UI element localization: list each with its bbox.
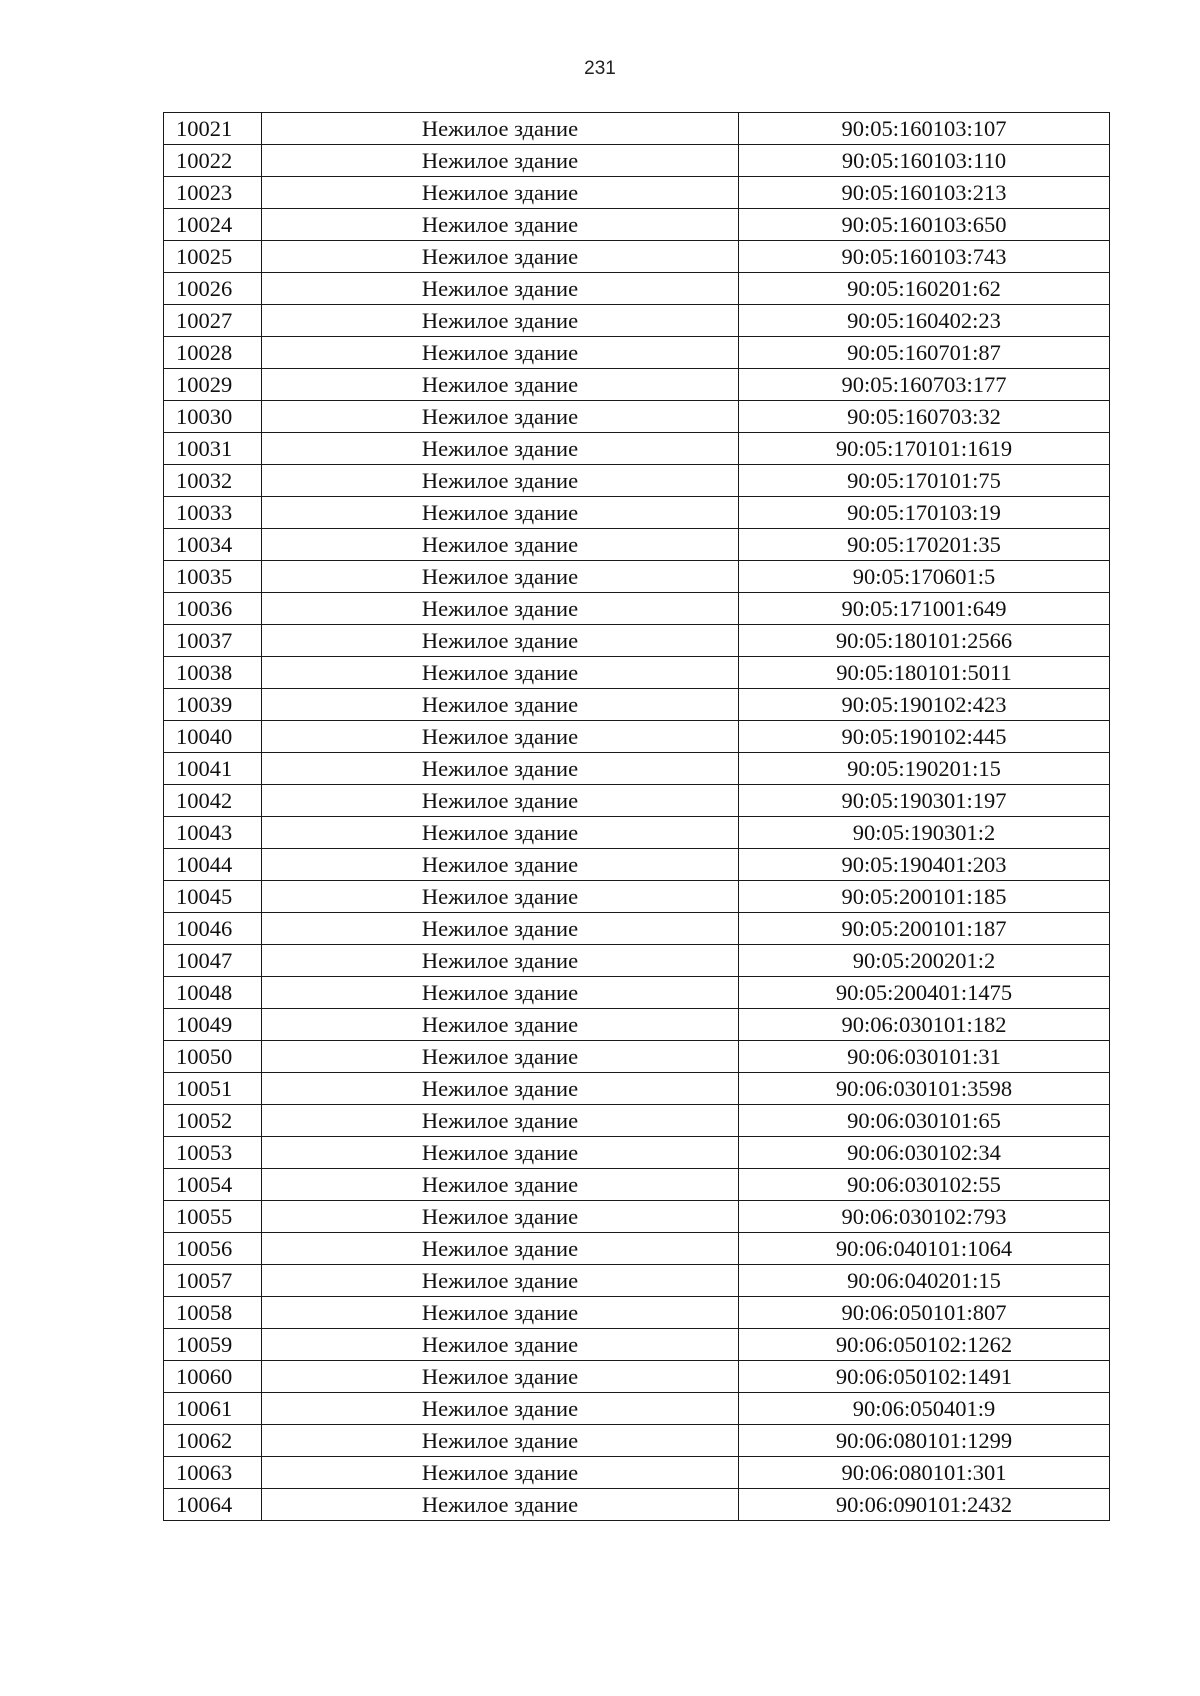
object-type-cell: Нежилое здание — [262, 1105, 739, 1137]
cadastral-number-cell: 90:05:170101:75 — [739, 465, 1110, 497]
cadastral-number-cell: 90:05:200201:2 — [739, 945, 1110, 977]
cadastral-number-cell: 90:05:170201:35 — [739, 529, 1110, 561]
table-row — [164, 1457, 1110, 1489]
cadastral-number-cell: 90:05:170103:19 — [739, 497, 1110, 529]
table-row — [164, 1329, 1110, 1361]
cadastral-number-cell: 90:05:160201:62 — [739, 273, 1110, 305]
row-number-cell: 10039 — [164, 689, 262, 721]
table-row — [164, 561, 1110, 593]
object-type-cell: Нежилое здание — [262, 497, 739, 529]
row-number-cell: 10062 — [164, 1425, 262, 1457]
row-number-cell: 10043 — [164, 817, 262, 849]
row-number-cell: 10044 — [164, 849, 262, 881]
table-row — [164, 1489, 1110, 1521]
cadastral-number-cell: 90:05:171001:649 — [739, 593, 1110, 625]
object-type-cell: Нежилое здание — [262, 1265, 739, 1297]
cadastral-number-cell: 90:06:030102:34 — [739, 1137, 1110, 1169]
table-row — [164, 753, 1110, 785]
cadastral-number-cell: 90:05:200101:185 — [739, 881, 1110, 913]
object-type-cell: Нежилое здание — [262, 561, 739, 593]
table-row — [164, 1073, 1110, 1105]
cadastral-number-cell: 90:06:080101:301 — [739, 1457, 1110, 1489]
row-number-cell: 10045 — [164, 881, 262, 913]
object-type-cell: Нежилое здание — [262, 465, 739, 497]
property-registry-table — [163, 112, 1110, 1521]
table-row — [164, 593, 1110, 625]
row-number-cell: 10024 — [164, 209, 262, 241]
table-row — [164, 529, 1110, 561]
row-number-cell: 10034 — [164, 529, 262, 561]
cadastral-number-cell: 90:06:050101:807 — [739, 1297, 1110, 1329]
object-type-cell: Нежилое здание — [262, 145, 739, 177]
object-type-cell: Нежилое здание — [262, 785, 739, 817]
table-row — [164, 209, 1110, 241]
cadastral-number-cell: 90:06:050102:1262 — [739, 1329, 1110, 1361]
object-type-cell: Нежилое здание — [262, 1073, 739, 1105]
cadastral-number-cell: 90:06:030102:793 — [739, 1201, 1110, 1233]
table-row — [164, 1105, 1110, 1137]
cadastral-number-cell: 90:05:160703:177 — [739, 369, 1110, 401]
row-number-cell: 10029 — [164, 369, 262, 401]
cadastral-number-cell: 90:05:190102:445 — [739, 721, 1110, 753]
table-row — [164, 1041, 1110, 1073]
object-type-cell: Нежилое здание — [262, 369, 739, 401]
cadastral-number-cell: 90:05:160103:110 — [739, 145, 1110, 177]
row-number-cell: 10063 — [164, 1457, 262, 1489]
table-row — [164, 657, 1110, 689]
row-number-cell: 10038 — [164, 657, 262, 689]
object-type-cell: Нежилое здание — [262, 305, 739, 337]
row-number-cell: 10060 — [164, 1361, 262, 1393]
cadastral-number-cell: 90:05:200401:1475 — [739, 977, 1110, 1009]
row-number-cell: 10027 — [164, 305, 262, 337]
registry-table-body — [164, 113, 1110, 1521]
row-number-cell: 10030 — [164, 401, 262, 433]
cadastral-number-cell: 90:05:160701:87 — [739, 337, 1110, 369]
cadastral-number-cell: 90:06:040201:15 — [739, 1265, 1110, 1297]
object-type-cell: Нежилое здание — [262, 401, 739, 433]
row-number-cell: 10028 — [164, 337, 262, 369]
table-row — [164, 817, 1110, 849]
cadastral-number-cell: 90:05:160103:213 — [739, 177, 1110, 209]
cadastral-number-cell: 90:05:170101:1619 — [739, 433, 1110, 465]
cadastral-number-cell: 90:06:030101:3598 — [739, 1073, 1110, 1105]
object-type-cell: Нежилое здание — [262, 945, 739, 977]
row-number-cell: 10040 — [164, 721, 262, 753]
cadastral-number-cell: 90:05:160103:650 — [739, 209, 1110, 241]
row-number-cell: 10058 — [164, 1297, 262, 1329]
object-type-cell: Нежилое здание — [262, 1169, 739, 1201]
object-type-cell: Нежилое здание — [262, 913, 739, 945]
row-number-cell: 10031 — [164, 433, 262, 465]
row-number-cell: 10041 — [164, 753, 262, 785]
row-number-cell: 10054 — [164, 1169, 262, 1201]
table-row — [164, 1137, 1110, 1169]
cadastral-number-cell: 90:06:030101:31 — [739, 1041, 1110, 1073]
row-number-cell: 10049 — [164, 1009, 262, 1041]
object-type-cell: Нежилое здание — [262, 1457, 739, 1489]
cadastral-number-cell: 90:06:050401:9 — [739, 1393, 1110, 1425]
object-type-cell: Нежилое здание — [262, 241, 739, 273]
table-row — [164, 465, 1110, 497]
table-row — [164, 1265, 1110, 1297]
row-number-cell: 10048 — [164, 977, 262, 1009]
cadastral-number-cell: 90:06:030102:55 — [739, 1169, 1110, 1201]
table-row — [164, 497, 1110, 529]
object-type-cell: Нежилое здание — [262, 1297, 739, 1329]
row-number-cell: 10055 — [164, 1201, 262, 1233]
object-type-cell: Нежилое здание — [262, 593, 739, 625]
cadastral-number-cell: 90:05:160402:23 — [739, 305, 1110, 337]
row-number-cell: 10023 — [164, 177, 262, 209]
object-type-cell: Нежилое здание — [262, 753, 739, 785]
object-type-cell: Нежилое здание — [262, 721, 739, 753]
table-row — [164, 881, 1110, 913]
cadastral-number-cell: 90:06:040101:1064 — [739, 1233, 1110, 1265]
row-number-cell: 10059 — [164, 1329, 262, 1361]
table-row — [164, 241, 1110, 273]
table-row — [164, 1393, 1110, 1425]
row-number-cell: 10026 — [164, 273, 262, 305]
cadastral-number-cell: 90:06:050102:1491 — [739, 1361, 1110, 1393]
cadastral-number-cell: 90:05:190201:15 — [739, 753, 1110, 785]
table-row — [164, 177, 1110, 209]
cadastral-number-cell: 90:05:200101:187 — [739, 913, 1110, 945]
object-type-cell: Нежилое здание — [262, 849, 739, 881]
cadastral-number-cell: 90:05:180101:2566 — [739, 625, 1110, 657]
row-number-cell: 10050 — [164, 1041, 262, 1073]
row-number-cell: 10064 — [164, 1489, 262, 1521]
object-type-cell: Нежилое здание — [262, 433, 739, 465]
object-type-cell: Нежилое здание — [262, 1137, 739, 1169]
row-number-cell: 10053 — [164, 1137, 262, 1169]
row-number-cell: 10046 — [164, 913, 262, 945]
table-row — [164, 625, 1110, 657]
table-row — [164, 369, 1110, 401]
object-type-cell: Нежилое здание — [262, 1361, 739, 1393]
cadastral-number-cell: 90:05:190301:2 — [739, 817, 1110, 849]
row-number-cell: 10051 — [164, 1073, 262, 1105]
table-row — [164, 1009, 1110, 1041]
table-row — [164, 337, 1110, 369]
object-type-cell: Нежилое здание — [262, 1329, 739, 1361]
object-type-cell: Нежилое здание — [262, 1393, 739, 1425]
table-row — [164, 305, 1110, 337]
row-number-cell: 10032 — [164, 465, 262, 497]
cadastral-number-cell: 90:06:030101:182 — [739, 1009, 1110, 1041]
table-row — [164, 785, 1110, 817]
object-type-cell: Нежилое здание — [262, 273, 739, 305]
row-number-cell: 10021 — [164, 113, 262, 145]
table-row — [164, 721, 1110, 753]
cadastral-number-cell: 90:06:090101:2432 — [739, 1489, 1110, 1521]
row-number-cell: 10056 — [164, 1233, 262, 1265]
object-type-cell: Нежилое здание — [262, 625, 739, 657]
table-row — [164, 1297, 1110, 1329]
object-type-cell: Нежилое здание — [262, 1201, 739, 1233]
object-type-cell: Нежилое здание — [262, 1489, 739, 1521]
cadastral-number-cell: 90:05:190102:423 — [739, 689, 1110, 721]
table-row — [164, 913, 1110, 945]
row-number-cell: 10047 — [164, 945, 262, 977]
row-number-cell: 10036 — [164, 593, 262, 625]
cadastral-number-cell: 90:05:190301:197 — [739, 785, 1110, 817]
table-row — [164, 977, 1110, 1009]
table-row — [164, 273, 1110, 305]
row-number-cell: 10057 — [164, 1265, 262, 1297]
object-type-cell: Нежилое здание — [262, 817, 739, 849]
table-row — [164, 689, 1110, 721]
row-number-cell: 10061 — [164, 1393, 262, 1425]
cadastral-number-cell: 90:06:080101:1299 — [739, 1425, 1110, 1457]
table-row — [164, 1425, 1110, 1457]
cadastral-number-cell: 90:05:160103:107 — [739, 113, 1110, 145]
row-number-cell: 10052 — [164, 1105, 262, 1137]
object-type-cell: Нежилое здание — [262, 657, 739, 689]
object-type-cell: Нежилое здание — [262, 209, 739, 241]
row-number-cell: 10022 — [164, 145, 262, 177]
cadastral-number-cell: 90:05:180101:5011 — [739, 657, 1110, 689]
object-type-cell: Нежилое здание — [262, 529, 739, 561]
object-type-cell: Нежилое здание — [262, 881, 739, 913]
object-type-cell: Нежилое здание — [262, 1425, 739, 1457]
object-type-cell: Нежилое здание — [262, 1233, 739, 1265]
row-number-cell: 10035 — [164, 561, 262, 593]
cadastral-number-cell: 90:05:170601:5 — [739, 561, 1110, 593]
object-type-cell: Нежилое здание — [262, 689, 739, 721]
table-row — [164, 1201, 1110, 1233]
table-row — [164, 1233, 1110, 1265]
row-number-cell: 10042 — [164, 785, 262, 817]
page-number: 231 — [584, 58, 616, 79]
object-type-cell: Нежилое здание — [262, 337, 739, 369]
table-row — [164, 145, 1110, 177]
row-number-cell: 10033 — [164, 497, 262, 529]
cadastral-number-cell: 90:05:160103:743 — [739, 241, 1110, 273]
table-row — [164, 1169, 1110, 1201]
row-number-cell: 10037 — [164, 625, 262, 657]
table-row — [164, 945, 1110, 977]
object-type-cell: Нежилое здание — [262, 1041, 739, 1073]
cadastral-number-cell: 90:05:190401:203 — [739, 849, 1110, 881]
object-type-cell: Нежилое здание — [262, 1009, 739, 1041]
table-row — [164, 849, 1110, 881]
table-row — [164, 433, 1110, 465]
table-row — [164, 1361, 1110, 1393]
object-type-cell: Нежилое здание — [262, 113, 739, 145]
object-type-cell: Нежилое здание — [262, 977, 739, 1009]
object-type-cell: Нежилое здание — [262, 177, 739, 209]
cadastral-number-cell: 90:06:030101:65 — [739, 1105, 1110, 1137]
table-row — [164, 113, 1110, 145]
row-number-cell: 10025 — [164, 241, 262, 273]
table-row — [164, 401, 1110, 433]
cadastral-number-cell: 90:05:160703:32 — [739, 401, 1110, 433]
